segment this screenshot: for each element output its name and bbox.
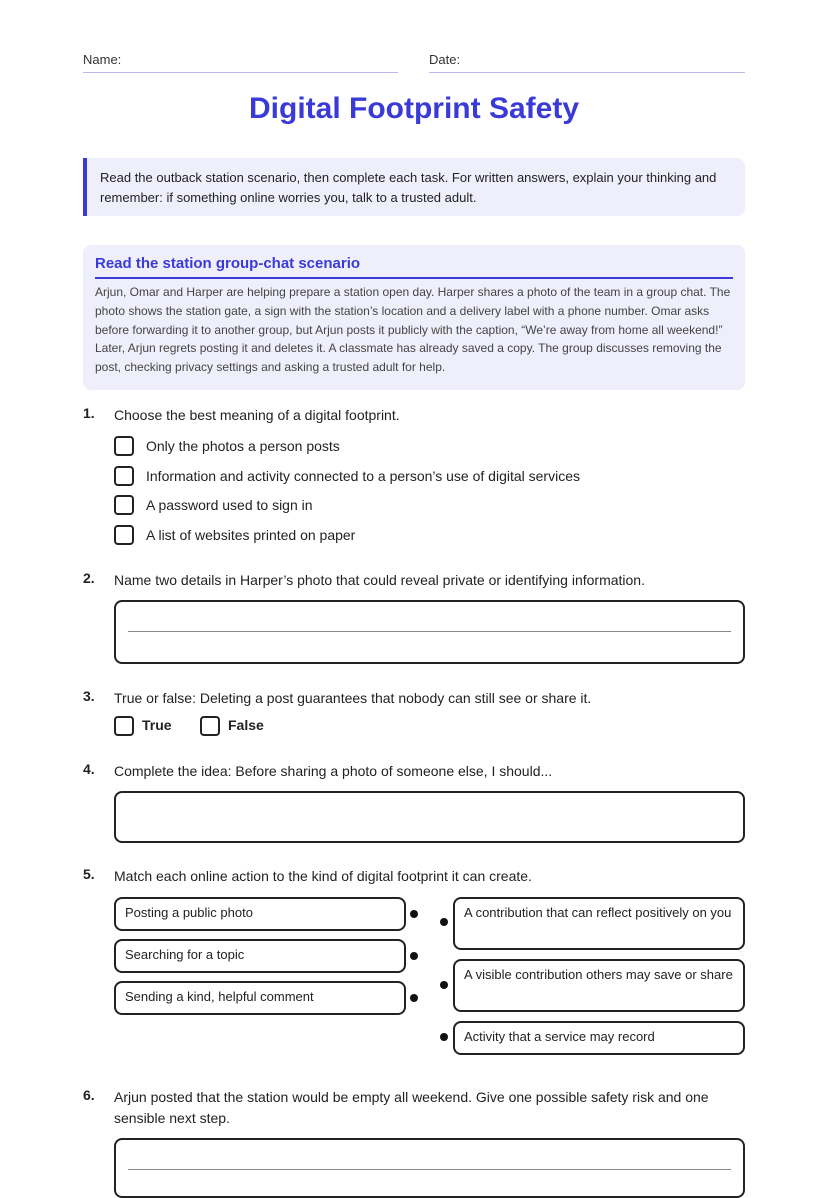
option-label: Information and activity connected to a person’s use of digital services	[146, 468, 580, 484]
question-number: 2.	[83, 570, 95, 586]
checkbox[interactable]	[200, 716, 220, 736]
checkbox[interactable]	[114, 716, 134, 736]
match-footprint-1: A contribution that can reflect positively on you	[453, 897, 745, 950]
scenario-box	[83, 245, 745, 390]
true-label: True	[142, 717, 172, 733]
question-1	[83, 405, 745, 550]
answer-line	[128, 631, 731, 632]
question-number: 6.	[83, 1087, 95, 1103]
scenario-title: Read the station group-chat scenario	[95, 255, 733, 279]
checkbox[interactable]	[114, 466, 134, 486]
question-text: Name two details in Harper’s photo that could reveal private or identifying information.	[114, 572, 645, 588]
question-text: True or false: Deleting a post guarantees that nobody can still see or share it.	[114, 690, 592, 706]
scenario-text: Arjun, Omar and Harper are helping prepare a station open day. Harper shares a photo of the team in a group chat. The photo shows the station gate, a sign with the station’s location and a delivery label with a phone number. Omar asks before forwarding it to another group, but Arjun posts it publicly with the caption, “We’re away from home all weekend!” Later, Arjun regrets posting it and deletes it. A classmate has already saved a copy. The group discusses removing the post, checking privacy settings and asking a trusted adult for help.	[95, 285, 731, 375]
checkbox[interactable]	[114, 525, 134, 545]
question-3	[83, 688, 745, 740]
date-label: Date:	[429, 52, 461, 67]
match-footprint-2: A visible contribution others may save or share	[453, 959, 745, 1012]
checkbox[interactable]	[114, 436, 134, 456]
question-number: 4.	[83, 761, 95, 777]
match-action-1: Posting a public photo	[114, 897, 406, 931]
question-5	[83, 866, 745, 1056]
match-dot-right-2[interactable]	[440, 981, 448, 989]
name-date-row	[83, 52, 745, 74]
option-label: Only the photos a person posts	[146, 438, 340, 454]
option-label: A list of websites printed on paper	[146, 527, 356, 543]
question-number: 1.	[83, 405, 95, 421]
checkbox[interactable]	[114, 495, 134, 515]
match-footprint-3: Activity that a service may record	[453, 1021, 745, 1055]
match-dot-left-1[interactable]	[410, 910, 418, 918]
question-4	[83, 761, 745, 843]
match-dot-right-1[interactable]	[440, 918, 448, 926]
question-text: Match each online action to the kind of digital footprint it can create.	[114, 868, 532, 884]
option-label: A password used to sign in	[146, 497, 313, 513]
instructions-box: Read the outback station scenario, then complete each task. For written answers, explain your thinking and remember: if something online worries you, talk to a trusted adult.	[83, 158, 745, 216]
question-2	[83, 570, 745, 665]
name-label: Name:	[83, 52, 122, 67]
date-field[interactable]	[429, 52, 745, 73]
false-label: False	[228, 717, 264, 733]
answer-box[interactable]	[114, 600, 745, 664]
question-text: Complete the idea: Before sharing a photo of someone else, I should...	[114, 763, 553, 779]
question-number: 5.	[83, 866, 95, 882]
match-dot-left-2[interactable]	[410, 952, 418, 960]
name-field[interactable]	[83, 52, 398, 73]
answer-line	[128, 1169, 731, 1170]
question-text: Choose the best meaning of a digital footprint.	[114, 407, 400, 423]
match-dot-left-3[interactable]	[410, 994, 418, 1002]
match-dot-right-3[interactable]	[440, 1033, 448, 1041]
question-number: 3.	[83, 688, 95, 704]
question-6	[83, 1087, 745, 1171]
answer-box[interactable]	[114, 1138, 745, 1198]
match-action-2: Searching for a topic	[114, 939, 406, 973]
match-action-3: Sending a kind, helpful comment	[114, 981, 406, 1015]
answer-box[interactable]	[114, 791, 745, 843]
question-text: Arjun posted that the station would be empty all weekend. Give one possible safety risk and one sensible next step.	[114, 1089, 709, 1126]
page-title: Digital Footprint Safety	[249, 92, 579, 125]
